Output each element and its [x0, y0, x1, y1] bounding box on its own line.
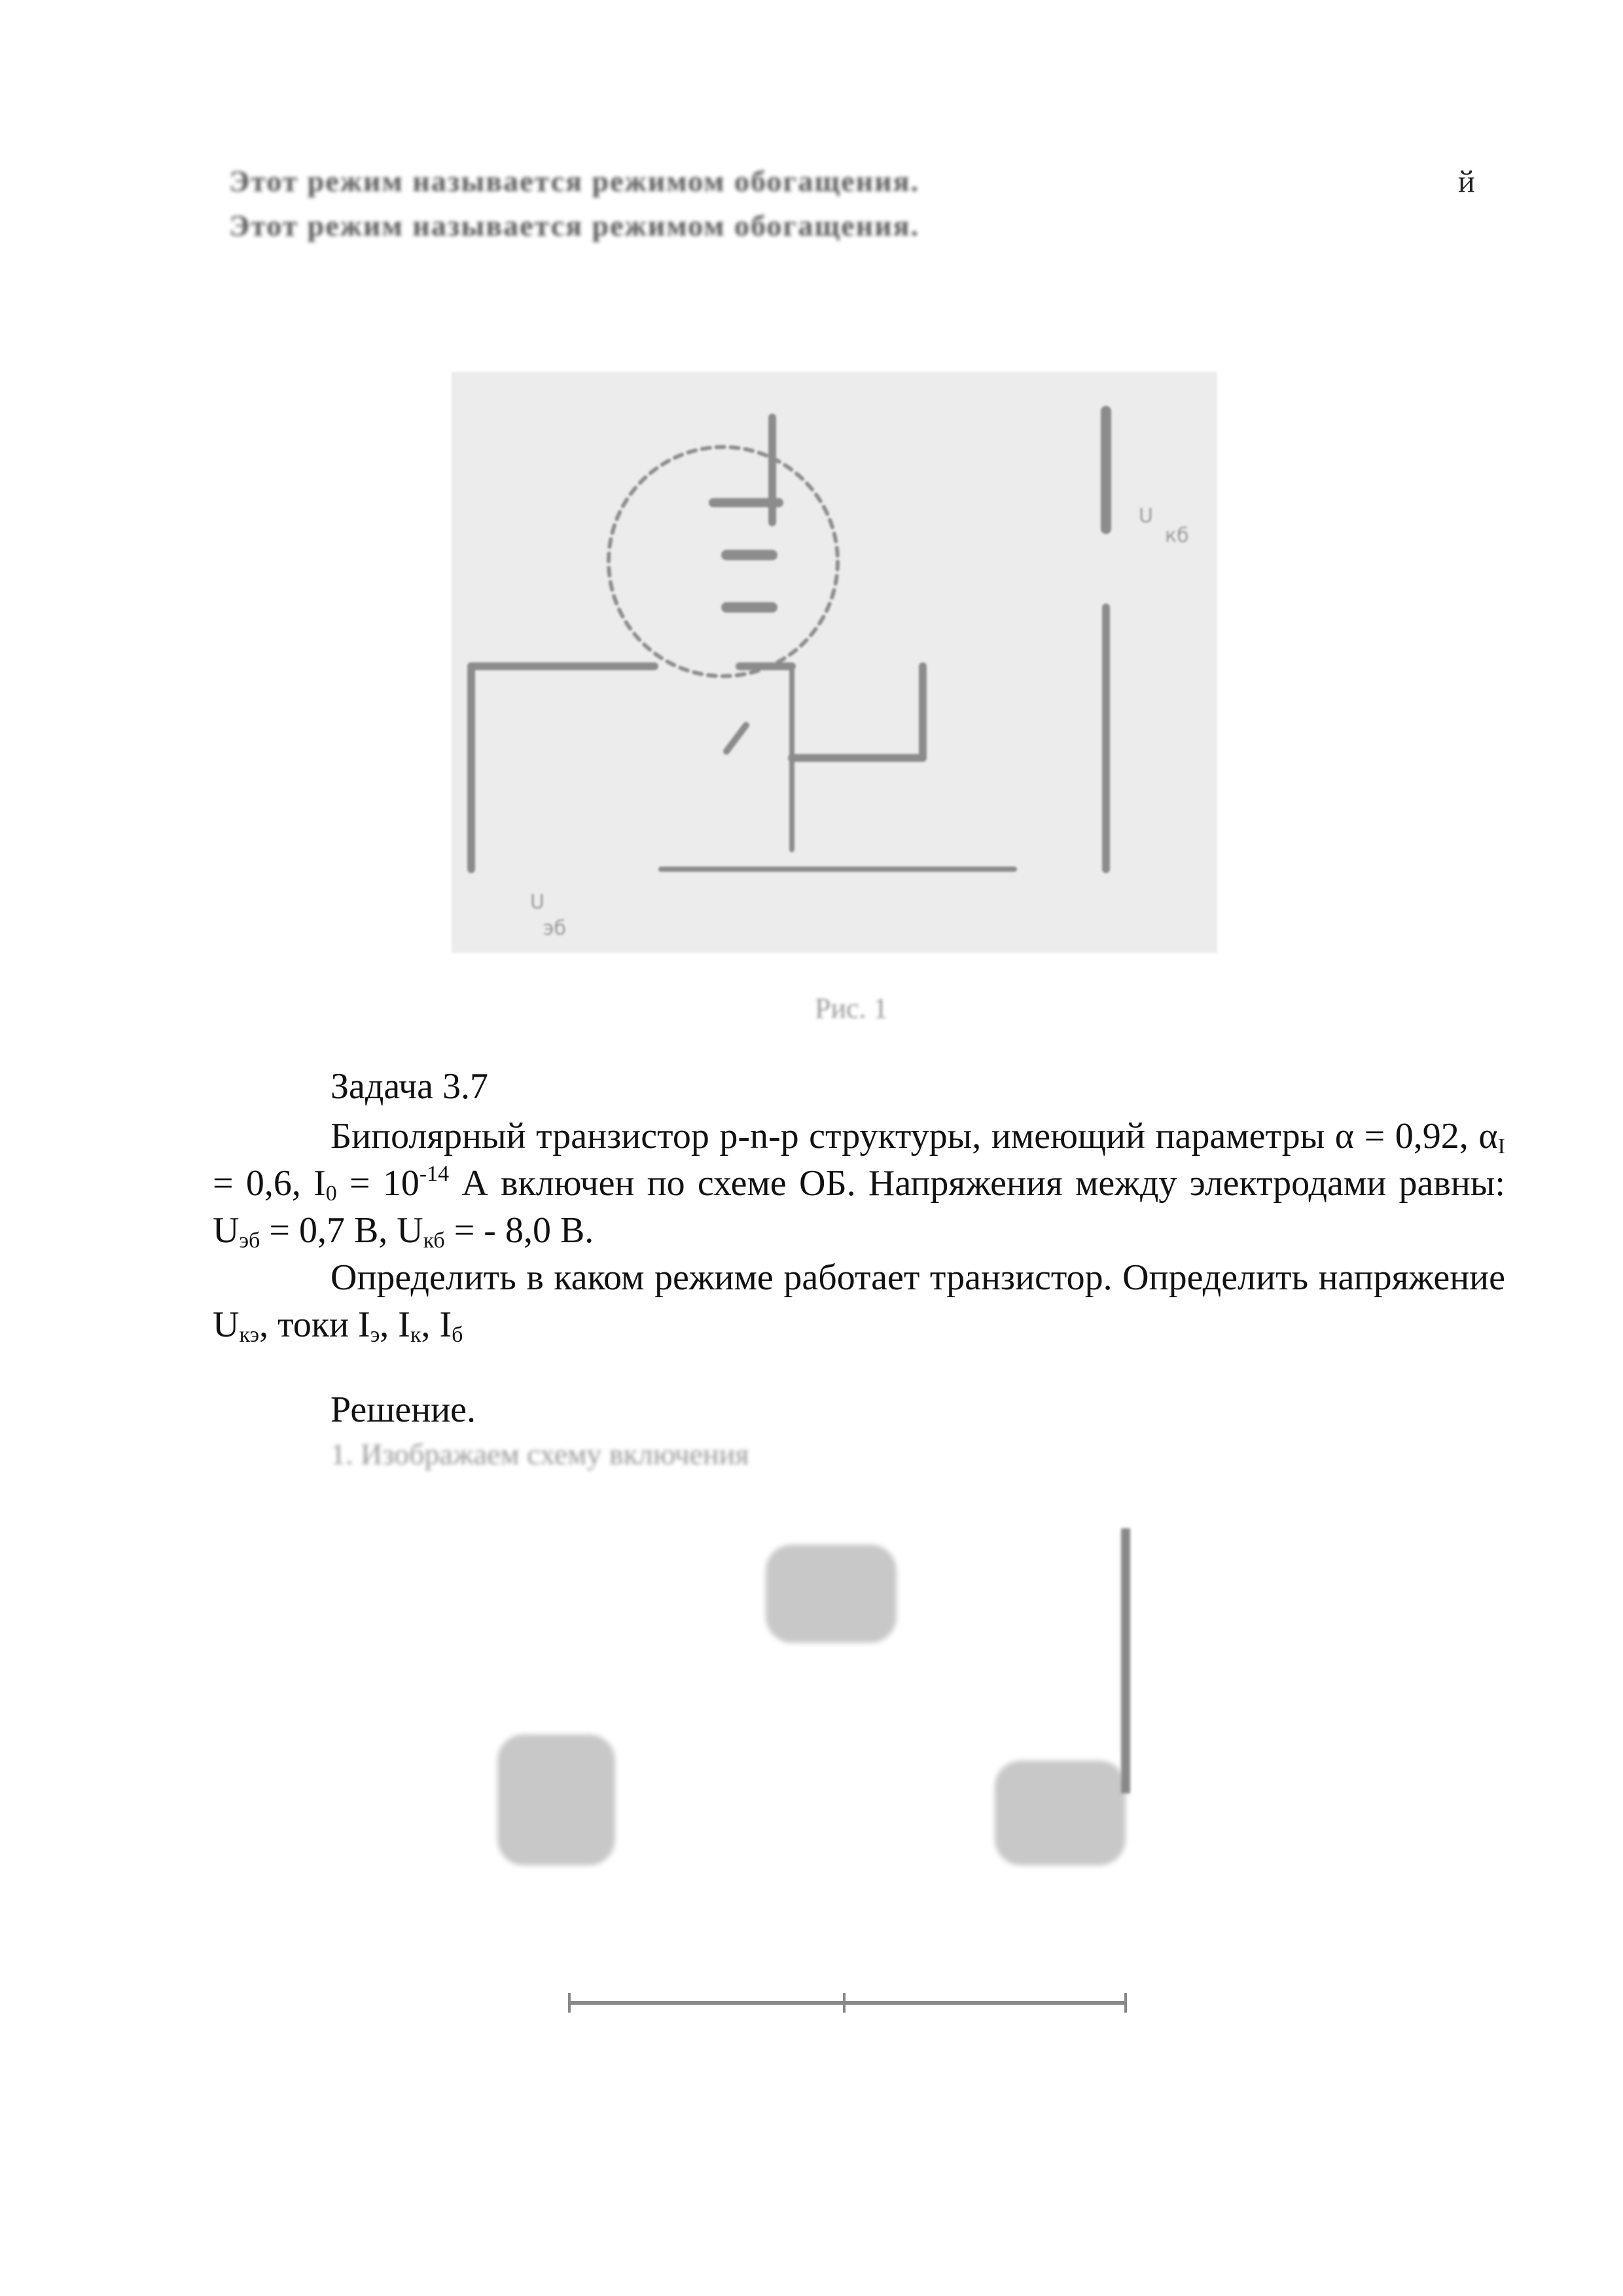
question-text-3: , I	[380, 1304, 410, 1345]
task-text-2: = 0,6, I	[213, 1163, 326, 1204]
header-line-2-text: Этот режим называется режимом обогащения.	[229, 209, 919, 242]
question-text-1: Определить в каком режиме работает транзистор. Определить напряжение U	[213, 1257, 1505, 1345]
header-line-2	[229, 208, 1472, 243]
task-text-3: = 10	[336, 1163, 419, 1204]
subscript-eb: эб	[239, 1229, 260, 1253]
svg-text:U: U	[1139, 505, 1153, 528]
figure-1-caption: Рис. 1	[815, 992, 888, 1024]
circuit-diagram-2	[458, 1499, 1243, 2022]
header-line-1-text: Этот режим называется режимом обогащения.	[229, 164, 919, 198]
task-statement	[213, 1113, 1505, 1254]
subscript-kb: кб	[423, 1229, 445, 1253]
subscript-e: э	[370, 1323, 380, 1347]
subscript-i0: 0	[325, 1181, 337, 1206]
solution-step-1: 1. Изображаем схему включения	[330, 1437, 749, 1471]
svg-text:эб: эб	[543, 917, 566, 940]
circuit-diagram-1	[452, 372, 1217, 953]
subscript-k: к	[410, 1323, 421, 1347]
subscript-b: б	[452, 1323, 463, 1347]
task-title: Задача 3.7	[330, 1066, 489, 1107]
header-line-1	[229, 164, 1472, 198]
task-text-4: А включен по схеме ОБ. Напряжения между электродами равны: U	[213, 1163, 1505, 1251]
svg-text:кб: кб	[1165, 524, 1189, 547]
svg-text:U: U	[530, 891, 544, 914]
task-question	[213, 1254, 1505, 1348]
question-text-2: , токи I	[259, 1304, 370, 1345]
header-accent: й	[1458, 164, 1475, 199]
subscript-alpha-i: I	[1497, 1134, 1505, 1158]
task-text-5: = 0,7 В, U	[260, 1210, 423, 1251]
superscript-exponent: -14	[419, 1162, 450, 1186]
task-text-6: = - 8,0 В.	[444, 1210, 594, 1251]
question-text-4: , I	[421, 1304, 452, 1345]
solution-label: Решение.	[330, 1390, 476, 1430]
circuit-figure-2	[458, 1499, 1243, 2022]
circuit-figure-1	[452, 372, 1217, 953]
subscript-ke: кэ	[239, 1323, 260, 1347]
task-text-1: Биполярный транзистор p-n-p структуры, имеющий параметры α = 0,92, α	[330, 1116, 1498, 1157]
